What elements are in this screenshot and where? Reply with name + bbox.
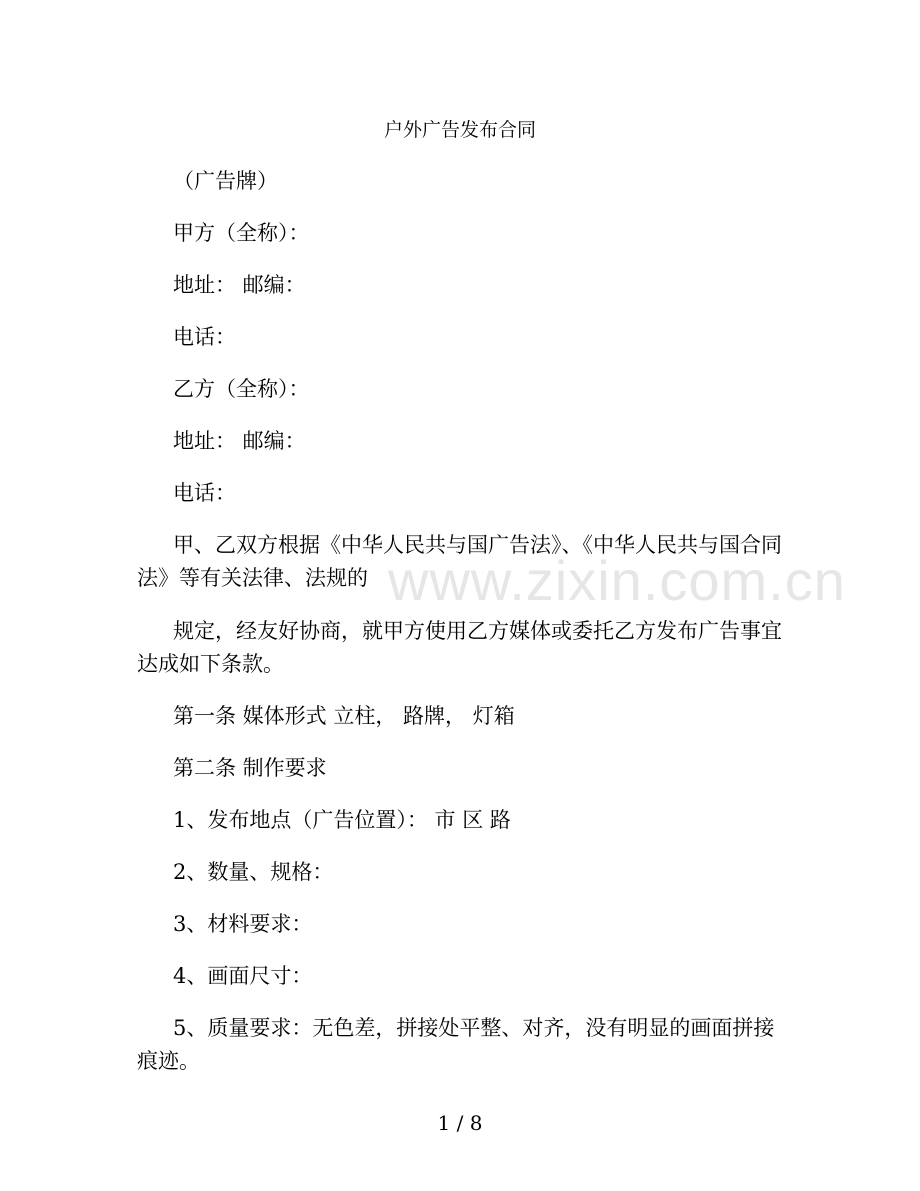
paragraph-item-3: 3、材料要求： <box>173 912 313 936</box>
paragraph-article-1: 第一条 媒体形式 立柱， 路牌， 灯箱 <box>173 704 515 728</box>
paragraph-party-b-name: 乙方（全称）： <box>173 377 310 401</box>
paragraph-party-b-phone: 电话： <box>173 481 236 505</box>
page-number: 1 / 8 <box>437 1111 483 1135</box>
paragraph-item-5: 5、质量要求：无色差，拼接处平整、对齐，没有明显的画面拼接痕迹。 <box>137 1016 775 1073</box>
paragraph-item-1: 1、发布地点（广告位置）： 市 区 路 <box>173 808 511 832</box>
paragraph-legal-basis: 甲、乙双方根据《中华人民共与国广告法》、《中华人民共与国合同法》等有关法律、法规的 <box>137 533 782 590</box>
paragraph-agreement: 规定，经友好协商，就甲方使用乙方媒体或委托乙方发布广告事宜达成如下条款。 <box>137 619 782 676</box>
paragraph-item-2: 2、数量、规格： <box>173 860 334 884</box>
paragraph-article-2: 第二条 制作要求 <box>173 756 327 780</box>
paragraph-party-b-address: 地址： 邮编： <box>173 429 306 453</box>
paragraph-subtitle: （广告牌） <box>173 169 278 193</box>
paragraph-party-a-phone: 电话： <box>173 325 236 349</box>
paragraph-item-4: 4、画面尺寸： <box>173 964 313 988</box>
paragraph-party-a-name: 甲方（全称）： <box>173 221 310 245</box>
document-title: 户外广告发布合同 <box>383 119 536 141</box>
watermark: www.zixin.com.cn <box>388 549 846 612</box>
paragraph-party-a-address: 地址： 邮编： <box>173 273 306 297</box>
